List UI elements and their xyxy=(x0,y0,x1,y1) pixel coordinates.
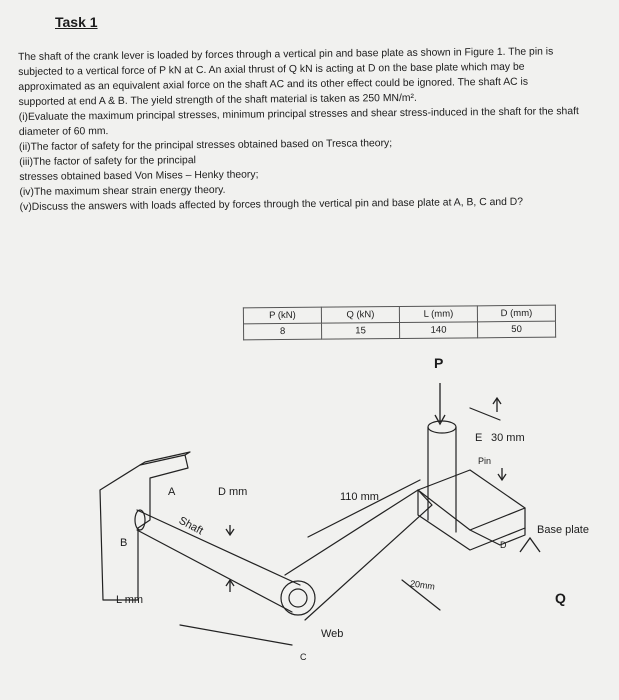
header-p: P (kN) xyxy=(243,307,321,324)
label-shaft: Shaft xyxy=(176,514,206,538)
paragraph-line: subjected to a vertical force of P kN at C. An axial thrust of Q kN is acting at D on the base plate which may be xyxy=(18,61,525,78)
header-q: Q (kN) xyxy=(321,307,399,324)
arrow-d-top xyxy=(226,525,234,535)
dim-l-line xyxy=(180,625,292,645)
question-iv: (iv)The maximum shear strain energy theory. xyxy=(19,184,226,198)
label-110mm: 110 mm xyxy=(340,491,379,503)
question-i: (i)Evaluate the maximum principal stresses, minimum principal stresses and shear stress-induced in the shaft for the shaft diameter of 60 mm. xyxy=(18,106,579,138)
paragraph-line: supported at end A & B. The yield strength of the shaft material is taken as 250 MN/m². xyxy=(18,92,417,108)
value-p: 8 xyxy=(244,323,322,340)
label-a: A xyxy=(168,486,176,498)
question-v: (v)Discuss the answers with loads affected by forces through the vertical pin and base plate at A, B, C and D? xyxy=(19,196,524,213)
label-d: D xyxy=(500,540,507,550)
label-30mm: 30 mm xyxy=(491,432,525,444)
label-web: Web xyxy=(321,628,344,640)
label-20mm: 20mm xyxy=(409,578,436,592)
label-p: P xyxy=(434,355,444,371)
question-iii: (iii)The factor of safety for the principal xyxy=(19,155,196,168)
pin-top xyxy=(428,421,456,433)
value-q: 15 xyxy=(322,323,400,340)
paragraph-line: approximated as an equivalent axial force on the shaft AC and its other effect could be ignored. The shaft AC is xyxy=(18,76,529,93)
arrow-d-bottom xyxy=(226,580,234,592)
dim-30-line xyxy=(470,408,500,420)
web-boss xyxy=(281,581,315,615)
paragraph-line: The shaft of the crank lever is loaded by forces through a vertical pin and base plate as shown in Figure 1. The pin is xyxy=(18,46,554,63)
task-title: Task 1 xyxy=(55,14,98,30)
value-d: 50 xyxy=(477,321,555,338)
label-pin: Pin xyxy=(478,456,492,466)
base-plate-marker xyxy=(520,538,540,552)
question-ii: (ii)The factor of safety for the principal stresses obtained based on Tresca theory; xyxy=(18,138,393,153)
label-l-mm: L mm xyxy=(116,594,144,606)
force-arrows xyxy=(226,383,540,592)
header-l: L (mm) xyxy=(399,306,477,323)
dim-110-line xyxy=(308,480,420,537)
header-d: D (mm) xyxy=(477,305,555,322)
web-hub xyxy=(289,589,307,607)
label-q: Q xyxy=(555,590,566,606)
value-l: 140 xyxy=(400,322,478,339)
label-d-mm: D mm xyxy=(218,486,248,498)
label-c: C xyxy=(300,652,307,662)
label-base-plate: Base plate xyxy=(537,524,589,536)
question-iii-cont: stresses obtained based Von Mises – Henky theory; xyxy=(19,169,259,183)
label-b: B xyxy=(120,537,128,549)
base-plate xyxy=(470,528,525,545)
label-e: E xyxy=(475,432,483,444)
